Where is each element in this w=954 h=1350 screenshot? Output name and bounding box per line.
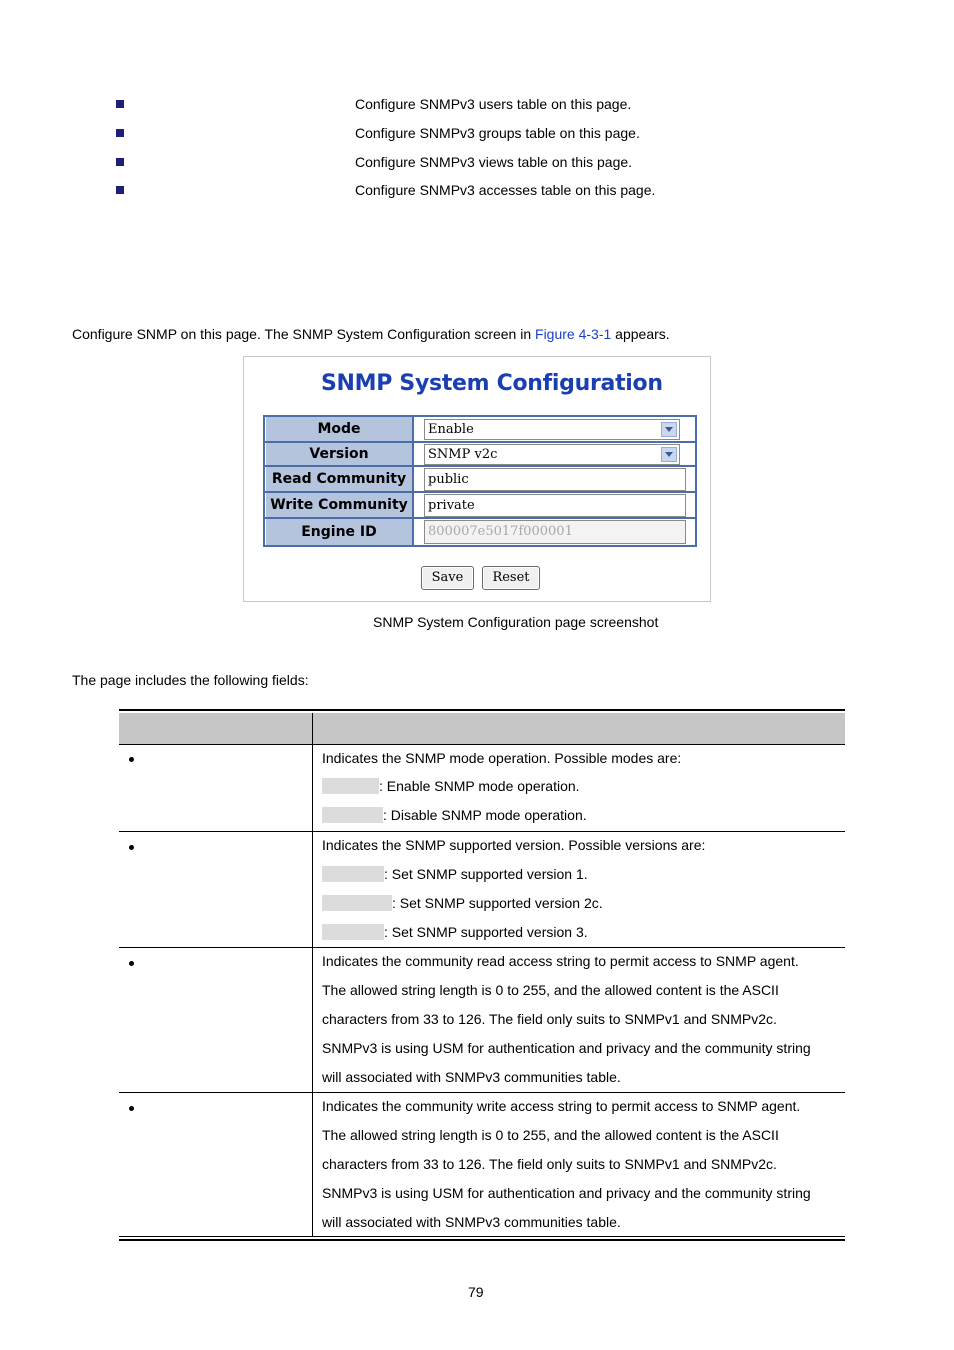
bullet-item	[0, 96, 954, 116]
write-community-input[interactable]: private	[424, 494, 686, 517]
figure-link[interactable]: Figure 4-3-1	[535, 326, 612, 342]
save-button[interactable]: Save	[421, 566, 474, 590]
bullet-item	[0, 182, 954, 202]
table-rule	[119, 947, 845, 948]
square-bullet-icon	[116, 129, 124, 137]
page-number: 79	[468, 1284, 484, 1300]
round-bullet-icon	[129, 1106, 134, 1111]
column-divider	[312, 713, 313, 1236]
cell-text: will associated with SNMPv3 communities table.	[322, 1214, 621, 1230]
cell-text-line	[322, 924, 588, 940]
round-bullet-icon	[129, 757, 134, 762]
round-bullet-icon	[129, 961, 134, 966]
chevron-down-icon[interactable]	[661, 447, 677, 462]
version-value: SNMP v2c	[428, 447, 498, 462]
cell-text: : Set SNMP supported version 2c.	[392, 895, 603, 911]
snmp-config-screenshot	[243, 356, 711, 602]
cell-text-line	[322, 807, 587, 823]
screenshot-title: SNMP System Configuration	[321, 371, 663, 396]
cell-text: SNMPv3 is using USM for authentication and privacy and the community string	[322, 1185, 811, 1201]
hidden-term	[322, 807, 383, 823]
intro-text: Configure SNMP on this page. The SNMP System Configuration screen in	[72, 326, 536, 342]
hidden-term	[322, 778, 379, 794]
square-bullet-icon	[116, 100, 124, 108]
engine-id-label: Engine ID	[266, 519, 414, 545]
figure-caption: SNMP System Configuration page screenshot	[373, 614, 659, 630]
cell-text: The allowed string length is 0 to 255, and the allowed content is the ASCII	[322, 1127, 779, 1143]
cell-text: will associated with SNMPv3 communities table.	[322, 1069, 621, 1085]
cell-text: The allowed string length is 0 to 255, and the allowed content is the ASCII	[322, 982, 779, 998]
cell-text: : Set SNMP supported version 3.	[384, 924, 588, 940]
bullet-item	[0, 154, 954, 174]
cell-text: characters from 33 to 126. The field only suits to SNMPv1 and SNMPv2c.	[322, 1011, 777, 1027]
bullet-text: Configure SNMPv3 groups table on this page.	[355, 125, 640, 141]
version-select[interactable]	[424, 444, 680, 465]
cell-text: SNMPv3 is using USM for authentication and privacy and the community string	[322, 1040, 811, 1056]
cell-text: : Disable SNMP mode operation.	[383, 807, 587, 823]
hidden-term	[322, 924, 384, 940]
cell-text: characters from 33 to 126. The field only suits to SNMPv1 and SNMPv2c.	[322, 1156, 777, 1172]
read-community-label: Read Community	[266, 467, 414, 491]
cell-text-line	[322, 866, 588, 882]
engine-id-input[interactable]: 800007e5017f000001	[424, 520, 686, 544]
write-community-label: Write Community	[266, 493, 414, 517]
chevron-down-icon[interactable]	[661, 422, 677, 437]
cell-text: : Enable SNMP mode operation.	[379, 778, 580, 794]
round-bullet-icon	[129, 845, 134, 850]
square-bullet-icon	[116, 158, 124, 166]
cell-text: Indicates the SNMP supported version. Possible versions are:	[322, 837, 706, 853]
cell-text: Indicates the SNMP mode operation. Possible modes are:	[322, 750, 682, 766]
intro-paragraph	[72, 326, 670, 342]
cell-text-line	[322, 778, 580, 794]
bullet-item	[0, 125, 954, 145]
reset-button[interactable]: Reset	[482, 566, 540, 590]
table-bottom-rule	[119, 1239, 845, 1241]
square-bullet-icon	[116, 186, 124, 194]
version-label: Version	[266, 443, 414, 465]
bullet-text: Configure SNMPv3 views table on this page.	[355, 154, 633, 170]
cell-text: : Set SNMP supported version 1.	[384, 866, 588, 882]
mode-label: Mode	[266, 417, 414, 441]
cell-text: Indicates the community read access string to permit access to SNMP agent.	[322, 953, 799, 969]
table-rule	[119, 744, 845, 745]
fields-intro: The page includes the following fields:	[72, 672, 309, 688]
table-header	[119, 713, 845, 744]
hidden-term	[322, 895, 392, 911]
read-community-input[interactable]: public	[424, 468, 686, 491]
cell-text: Indicates the community write access string to permit access to SNMP agent.	[322, 1098, 801, 1114]
mode-value: Enable	[428, 422, 474, 437]
table-top-rule	[119, 709, 845, 711]
table-bottom-rule	[119, 1236, 845, 1237]
table-rule	[119, 1092, 845, 1093]
table-rule	[119, 831, 845, 832]
hidden-term	[322, 866, 384, 882]
intro-text-end: appears.	[611, 326, 670, 342]
bullet-text: Configure SNMPv3 users table on this page.	[355, 96, 632, 112]
cell-text-line	[322, 895, 603, 911]
config-table	[263, 415, 697, 547]
mode-select[interactable]	[424, 419, 680, 440]
bullet-text: Configure SNMPv3 accesses table on this page.	[355, 182, 656, 198]
